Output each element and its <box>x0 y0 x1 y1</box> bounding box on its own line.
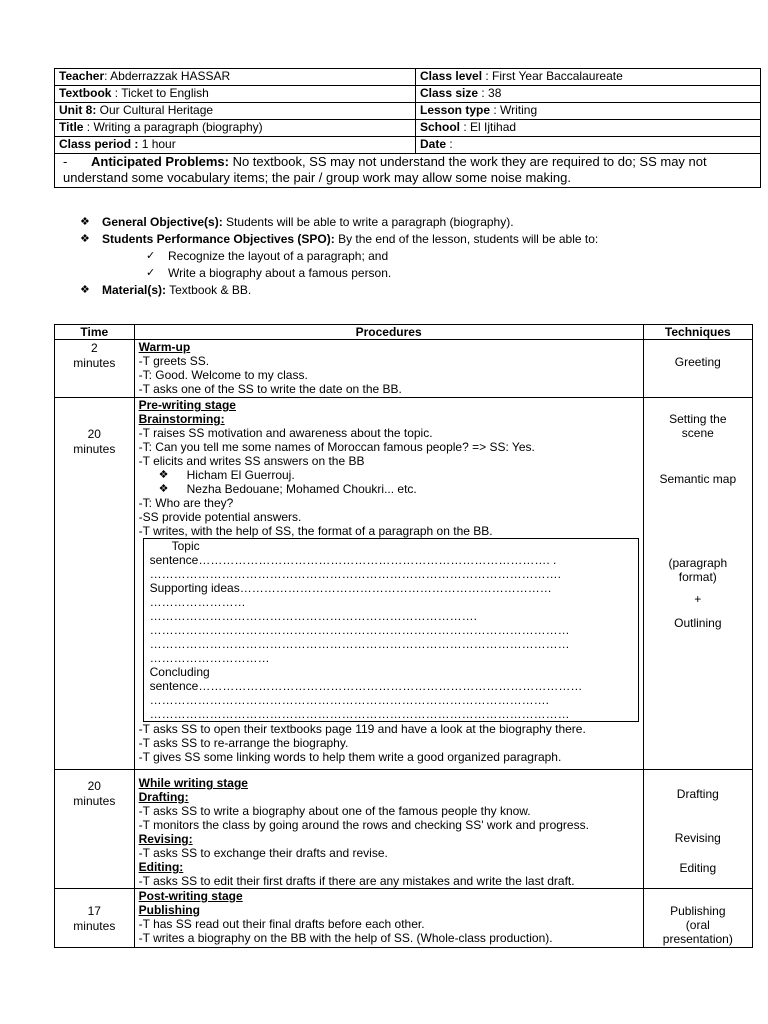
table-row <box>55 398 753 770</box>
general-objective: ❖ General Objective(s): Students will be able to write a paragraph (biography). <box>80 215 514 229</box>
diamond-bullet-icon: ❖ <box>158 483 169 495</box>
procedure-cell: Post-writing stage Publishing -T has SS read out their final drafts before each other. -T writes a biography on the BB with the help of SS. (Whole-class production). <box>134 889 643 948</box>
class-level-cell: Class level : First Year Baccalaureate <box>416 69 761 86</box>
checkmark-icon: ✓ <box>146 250 156 262</box>
spo-objective: ❖ Students Performance Objectives (SPO): By the end of the lesson, students will be able to: <box>80 232 599 246</box>
time-cell: 17 minutes <box>55 889 135 948</box>
time-cell: 20 minutes <box>55 398 135 770</box>
time-header: Time <box>55 325 135 340</box>
objectives-section <box>80 214 760 299</box>
lesson-type-cell: Lesson type : Writing <box>416 103 761 120</box>
technique-cell: Greeting <box>643 340 752 398</box>
table-header-row <box>55 325 753 340</box>
school-cell: School : El Ijtihad <box>416 120 761 137</box>
diamond-bullet-icon: ❖ <box>80 216 90 228</box>
lesson-header-table <box>54 68 761 188</box>
technique-cell: Drafting Revising Editing <box>643 770 752 889</box>
technique-cell: Setting the scene Semantic map (paragraph format) + Outlining <box>643 398 752 770</box>
list-item: ❖ Hicham El Guerrouj. <box>158 468 295 482</box>
checkmark-icon: ✓ <box>146 267 156 279</box>
time-cell: 20 minutes <box>55 770 135 889</box>
spo-item: ✓ Write a biography about a famous person. <box>146 266 392 280</box>
spo-item: ✓ Recognize the layout of a paragraph; and <box>146 249 389 263</box>
title-cell: Title : Writing a paragraph (biography) <box>55 120 416 137</box>
diamond-bullet-icon: ❖ <box>158 469 169 481</box>
class-size-cell: Class size : 38 <box>416 86 761 103</box>
table-row <box>55 340 753 398</box>
diamond-bullet-icon: ❖ <box>80 233 90 245</box>
table-row <box>55 889 753 948</box>
list-item: ❖ Nezha Bedouane; Mohamed Choukri... etc. <box>158 482 417 496</box>
materials: ❖ Material(s): Textbook & BB. <box>80 283 252 297</box>
procedure-cell: Warm-up -T greets SS. -T: Good. Welcome to my class. -T asks one of the SS to write the date on the BB. <box>134 340 643 398</box>
procedure-cell: While writing stage Drafting: -T asks SS to write a biography about one of the famous people thy know. -T monitors the class by going around the rows and checking SS' work and progress. Revising: -T asks SS to exchange their drafts and revise. Editing: -T asks SS to edit their first drafts if there are any mistakes and write the last draft. <box>134 770 643 889</box>
procedure-table <box>54 324 753 948</box>
textbook-cell: Textbook : Ticket to English <box>55 86 416 103</box>
techniques-header: Techniques <box>643 325 752 340</box>
anticipated-problems-cell: - Anticipated Problems: No textbook, SS may not understand the work they are required to do; SS may not understand some vocabulary items; the pair / group work may allow some noise making. <box>55 154 761 188</box>
teacher-cell: Teacher: Abderrazzak HASSAR <box>55 69 416 86</box>
table-row <box>55 770 753 889</box>
procedures-header: Procedures <box>134 325 643 340</box>
date-cell: Date : <box>416 137 761 154</box>
procedure-cell: Pre-writing stage Brainstorming: -T raises SS motivation and awareness about the topic. -T: Can you tell me some names of Moroccan famous people? => SS: Yes. -T elicits and writes SS answers on the BB ❖ Hicham El Guerrouj. ❖ Nezha Bedouane; Mohamed Choukri... etc. -T: Who are they? -SS provide potential answers. -T writes, with the help of SS, the format of a paragraph on the BB. Topic sentence……………………………………………………………………………. . …………………………………………………………………………………………. Supporting ideas…………………………………………………………………… …………………… ………………………………………………………………………. …………………………………………………………………………………………… …………………………………………………………………………………………… ………………………… Concluding sentence…………………………………………………………………………………… ………………………………………………………………………………………. …………………………………………………………………………………………… -T asks SS to open their textbooks page 119 and have a look at the biography there. -T asks SS to re-arrange the biography. -T gives SS some linking words to help them write a good organized paragraph. <box>134 398 643 770</box>
class-period-cell: Class period : 1 hour <box>55 137 416 154</box>
time-cell: 2 minutes <box>55 340 135 398</box>
paragraph-format-box: Topic sentence……………………………………………………………………………. . …………………………………………………………………………………………. Supporting ideas…………………………………………………………………… …………………… ………………………………………………………………………. …………………………………………………………………………………………… …………………………………………………………………………………………… ………………………… Concluding sentence…………………………………………………………………………………… ………………………………………………………………………………………. …………………………………………………………………………………………… <box>143 538 639 722</box>
unit-cell: Unit 8: Our Cultural Heritage <box>55 103 416 120</box>
diamond-bullet-icon: ❖ <box>80 284 90 296</box>
technique-cell: Publishing (oral presentation) <box>643 889 752 948</box>
